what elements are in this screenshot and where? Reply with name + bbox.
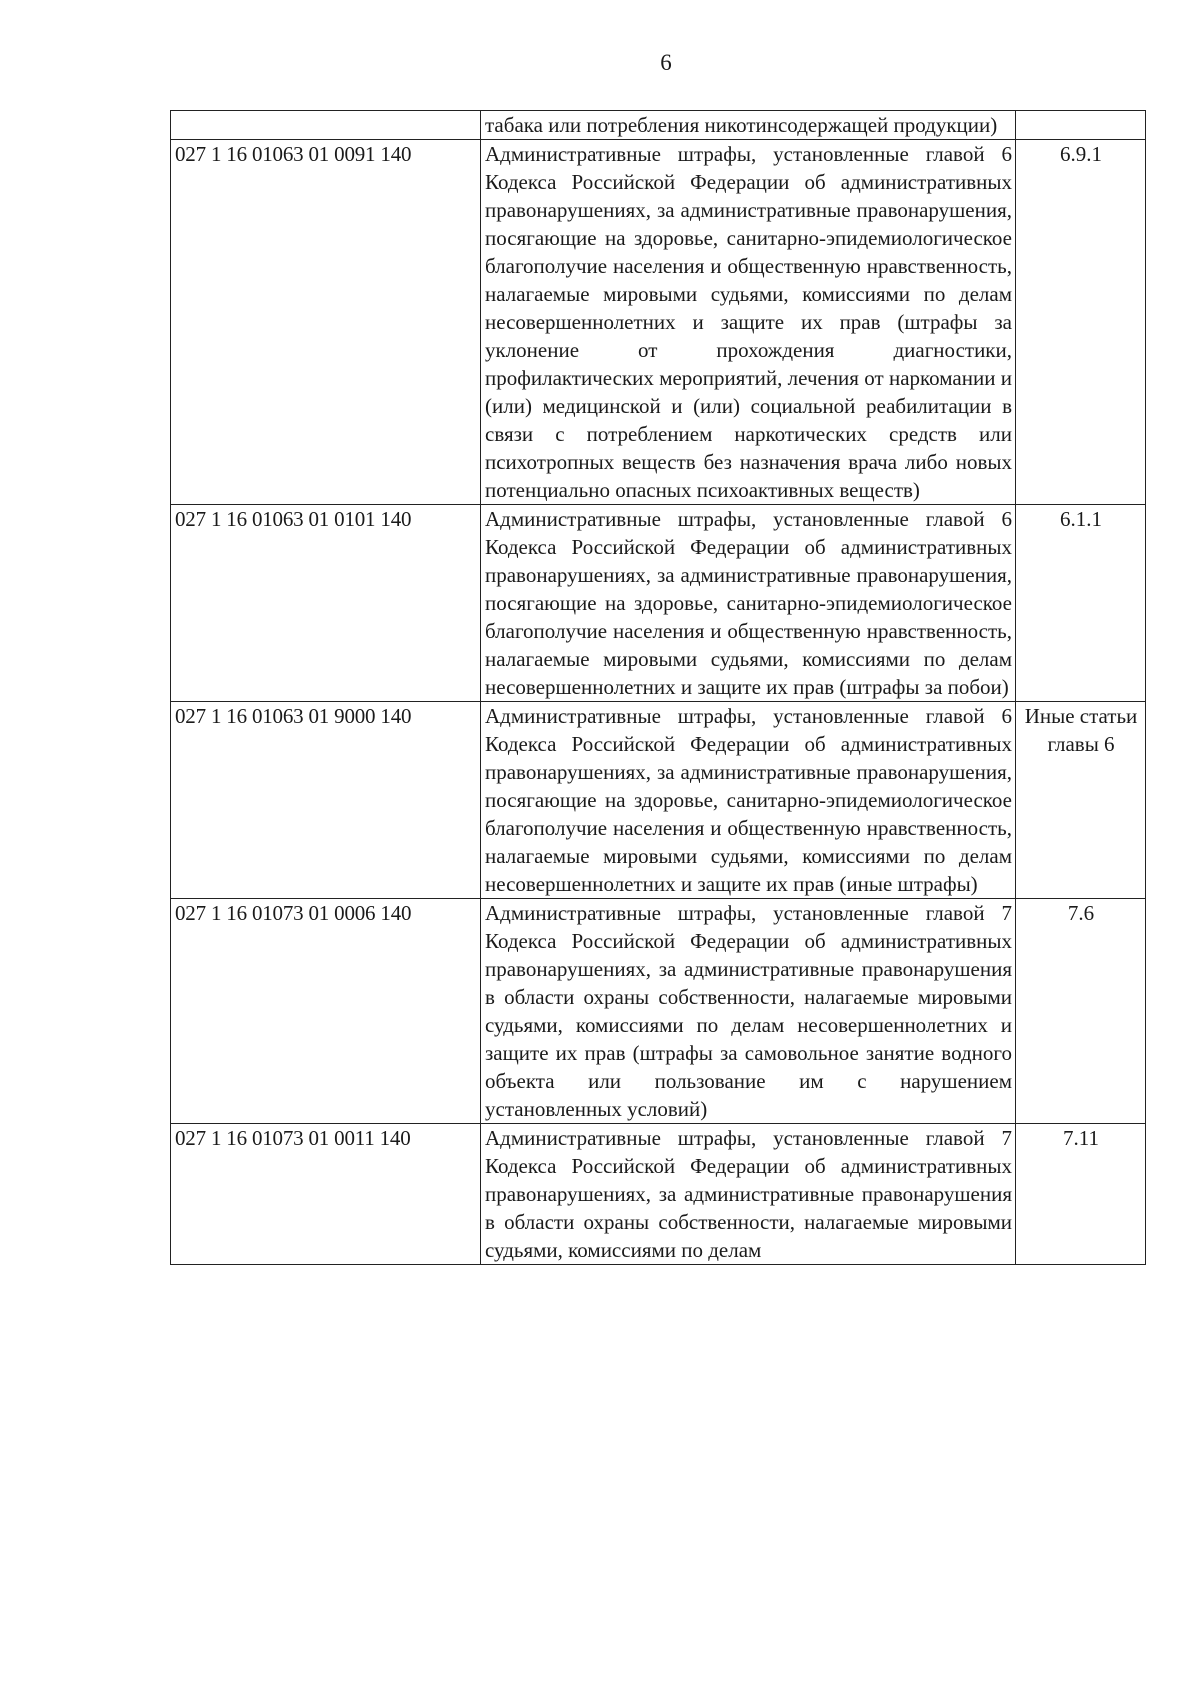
description-cell: табака или потребления никотинсодержащей продукции) [481, 111, 1016, 140]
description-cell: Административные штрафы, установленные главой 7 Кодекса Российской Федерации об административных правонарушениях, за административные правонарушения в области охраны собственности, налагаемые мировыми судьями, комиссиями по делам несовершеннолетних и защите их прав (штрафы за самовольное занятие водного объекта или пользование им с нарушением установленных условий) [481, 899, 1016, 1124]
table-row [171, 899, 1146, 1124]
budget-code-cell: 027 1 16 01073 01 0011 140 [171, 1124, 481, 1265]
table-row [171, 140, 1146, 505]
description-cell: Административные штрафы, установленные главой 6 Кодекса Российской Федерации об административных правонарушениях, за административные правонарушения, посягающие на здоровье, санитарно-эпидемиологическое благополучие населения и общественную нравственность, налагаемые мировыми судьями, комиссиями по делам несовершеннолетних и защите их прав (штрафы за побои) [481, 505, 1016, 702]
article-cell: Иные статьи главы 6 [1016, 702, 1146, 899]
budget-codes-table [170, 110, 1146, 1265]
description-cell: Административные штрафы, установленные главой 6 Кодекса Российской Федерации об административных правонарушениях, за административные правонарушения, посягающие на здоровье, санитарно-эпидемиологическое благополучие населения и общественную нравственность, налагаемые мировыми судьями, комиссиями по делам несовершеннолетних и защите их прав (штрафы за уклонение от прохождения диагностики, профилактических мероприятий, лечения от наркомании и (или) медицинской и (или) социальной реабилитации в связи с потреблением наркотических средств или психотропных веществ без назначения врача либо новых потенциально опасных психоактивных веществ) [481, 140, 1016, 505]
table-row [171, 111, 1146, 140]
description-cell: Административные штрафы, установленные главой 6 Кодекса Российской Федерации об административных правонарушениях, за административные правонарушения, посягающие на здоровье, санитарно-эпидемиологическое благополучие населения и общественную нравственность, налагаемые мировыми судьями, комиссиями по делам несовершеннолетних и защите их прав (иные штрафы) [481, 702, 1016, 899]
table-row [171, 505, 1146, 702]
budget-code-cell: 027 1 16 01063 01 9000 140 [171, 702, 481, 899]
budget-code-cell: 027 1 16 01073 01 0006 140 [171, 899, 481, 1124]
article-cell [1016, 111, 1146, 140]
article-cell: 6.1.1 [1016, 505, 1146, 702]
budget-code-cell: 027 1 16 01063 01 0091 140 [171, 140, 481, 505]
budget-code-cell: 027 1 16 01063 01 0101 140 [171, 505, 481, 702]
table-row [171, 702, 1146, 899]
article-cell: 7.6 [1016, 899, 1146, 1124]
article-cell: 6.9.1 [1016, 140, 1146, 505]
article-cell: 7.11 [1016, 1124, 1146, 1265]
budget-code-cell [171, 111, 481, 140]
table-row [171, 1124, 1146, 1265]
description-cell: Административные штрафы, установленные главой 7 Кодекса Российской Федерации об административных правонарушениях, за административные правонарушения в области охраны собственности, налагаемые мировыми судьями, комиссиями по делам [481, 1124, 1016, 1265]
page-number: 6 [660, 50, 672, 75]
